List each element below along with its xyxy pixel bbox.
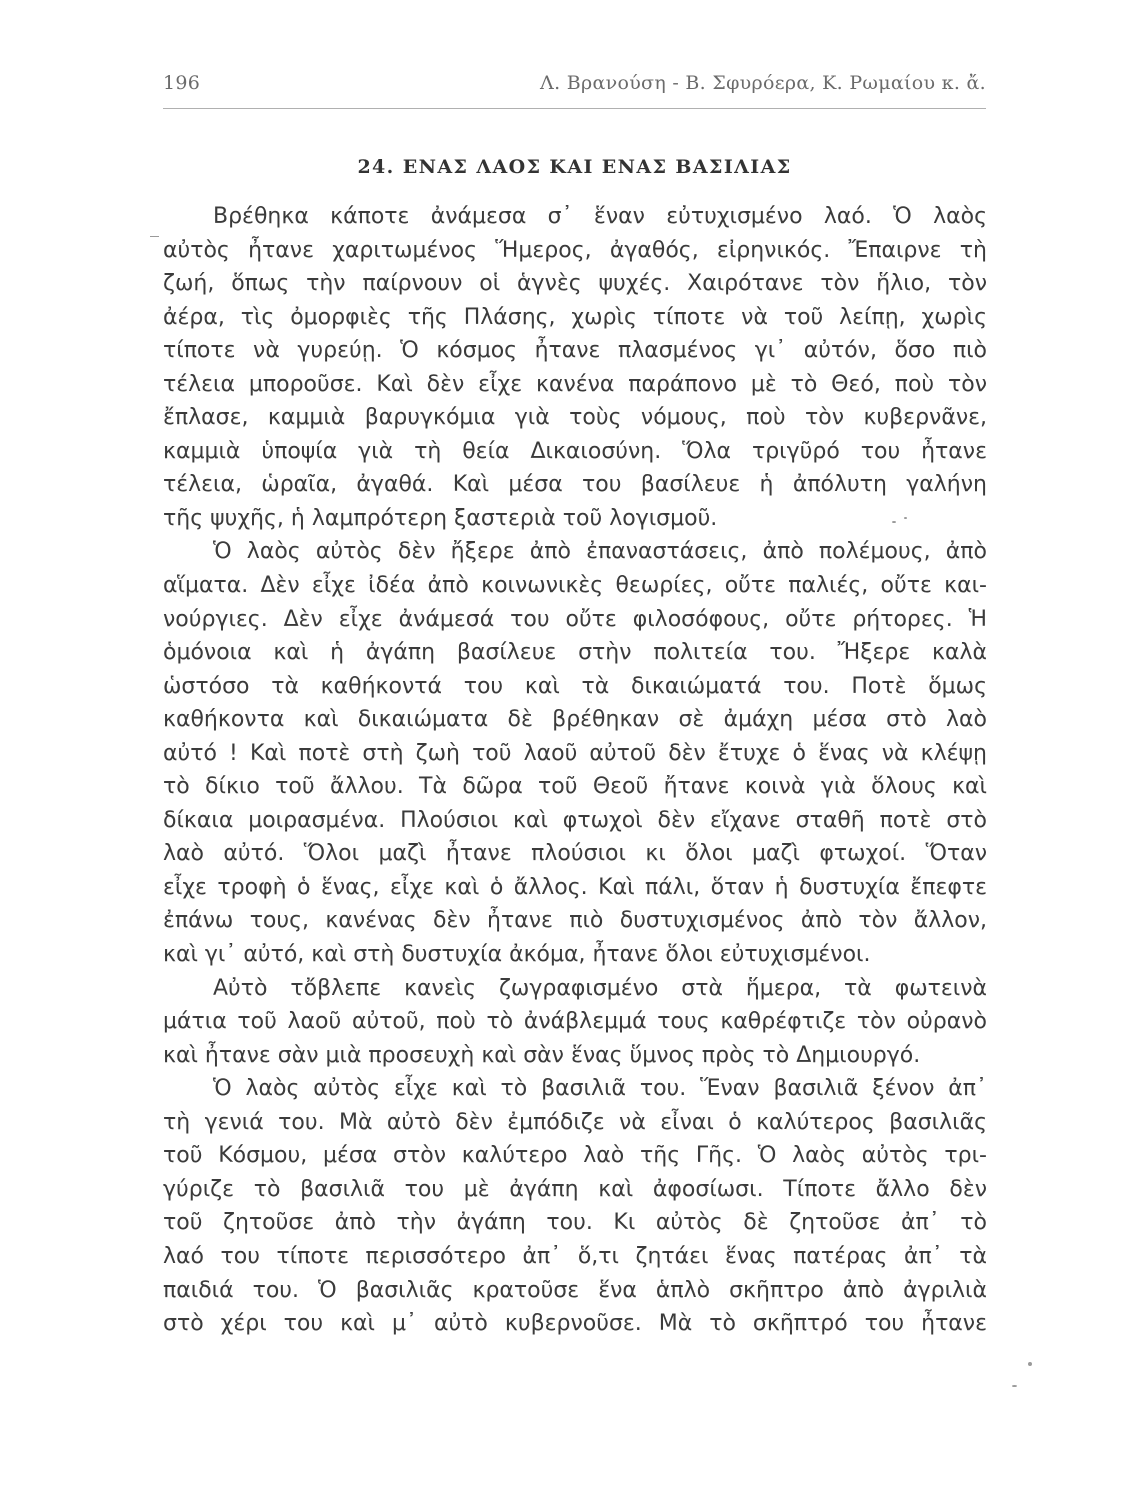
text-line: ἀέρα, τὶς ὀμορφιὲς τῆς Πλάσης, χωρὶς τίποτε νὰ τοῦ λείπῃ, χωρὶς — [163, 304, 987, 330]
running-head-authors: Λ. Βρανούση - Β. Σφυρόερα, Κ. Ρωμαίου κ. ἄ. — [540, 72, 986, 94]
text-line: τὸ δίκιο τοῦ ἄλλου. Τὰ δῶρα τοῦ Θεοῦ ἤτανε κοινὰ γιὰ ὅλους καὶ — [163, 774, 987, 800]
text-line: καὶ ἦτανε σὰν μιὰ προσευχὴ καὶ σὰν ἕνας ὕμνος πρὸς τὸ Δημιουργό. — [163, 1042, 921, 1068]
text-line: παιδιά του. Ὁ βασιλιᾶς κρατοῦσε ἕνα ἁπλὸ σκῆπτρο ἀπὸ ἀγριλιὰ — [163, 1277, 987, 1303]
text-line: αὐτὸς ἦτανε χαριτωμένος Ἥμερος, ἀγαθός, εἰρηνικός. Ἔπαιρνε τὴ — [163, 237, 987, 263]
header-rule — [163, 108, 986, 109]
text-line: καὶ γι᾽ αὐτό, καὶ στὴ δυστυχία ἀκόμα, ἦτανε ὅλοι εὐτυχισμένοι. — [163, 942, 871, 968]
text-line: Ὁ λαὸς αὐτὸς εἶχε καὶ τὸ βασιλιᾶ του. Ἕναν βασιλιᾶ ξένον ἀπ᾽ — [213, 1076, 987, 1102]
text-line: μάτια τοῦ λαοῦ αὐτοῦ, ποὺ τὸ ἀνάβλεμμά τους καθρέφτιζε τὸν οὐρανὸ — [163, 1009, 987, 1035]
text-line: καμμιὰ ὑποψία γιὰ τὴ θεία Δικαιοσύνη. Ὅλα τριγῦρό του ἦτανε — [163, 438, 987, 464]
text-line: αἵματα. Δὲν εἶχε ἰδέα ἀπὸ κοινωνικὲς θεωρίες, οὔτε παλιές, οὔτε και- — [163, 573, 987, 599]
text-line: δίκαια μοιρασμένα. Πλούσιοι καὶ φτωχοὶ δὲν εἴχανε σταθῆ ποτὲ στὸ — [163, 807, 987, 833]
scan-speck — [150, 236, 159, 237]
text-line: καθήκοντα καὶ δικαιώματα δὲ βρέθηκαν σὲ ἀμάχη μέσα στὸ λαὸ — [163, 707, 987, 733]
text-line: γύριζε τὸ βασιλιᾶ του μὲ ἀγάπη καὶ ἀφοσίωσι. Τίποτε ἄλλο δὲν — [163, 1176, 987, 1202]
text-line: ἐπάνω τους, κανένας δὲν ἦτανε πιὸ δυστυχισμένος ἀπὸ τὸν ἄλλον, — [163, 908, 987, 934]
text-line: τῆς ψυχῆς, ἡ λαμπρότερη ξαστεριὰ τοῦ λογισμοῦ. — [163, 505, 718, 531]
chapter-title: 24. ΕΝΑΣ ΛΑΟΣ ΚΑΙ ΕΝΑΣ ΒΑΣΙΛΙΑΣ — [357, 156, 792, 178]
text-line: λαό του τίποτε περισσότερο ἀπ᾽ ὅ,τι ζητάει ἕνας πατέρας ἀπ᾽ τὰ — [163, 1243, 987, 1269]
text-line: νούργιες. Δὲν εἶχε ἀνάμεσά του οὔτε φιλοσόφους, οὔτε ρήτορες. Ἡ — [163, 606, 987, 632]
text-line: Αὐτὸ τὄβλεπε κανεὶς ζωγραφισμένο στὰ ἥμερα, τὰ φωτεινὰ — [213, 975, 987, 1001]
text-line: τοῦ ζητοῦσε ἀπὸ τὴν ἀγάπη του. Κι αὐτὸς δὲ ζητοῦσε ἀπ᾽ τὸ — [163, 1210, 987, 1236]
scan-speck — [892, 521, 896, 523]
text-line: εἶχε τροφὴ ὁ ἕνας, εἶχε καὶ ὁ ἄλλος. Καὶ πάλι, ὅταν ἡ δυστυχία ἔπεφτε — [163, 874, 987, 900]
text-line: Βρέθηκα κάποτε ἀνάμεσα σ᾽ ἕναν εὐτυχισμένο λαό. Ὁ λαὸς — [213, 204, 987, 229]
text-line: λαὸ αὐτό. Ὅλοι μαζὶ ἦτανε πλούσιοι κι ὅλοι μαζὶ φτωχοί. Ὅταν — [163, 841, 987, 867]
scan-speck — [904, 517, 907, 519]
scan-speck — [1012, 1385, 1017, 1387]
text-line: ὁμόνοια καὶ ἡ ἀγάπη βασίλευε στὴν πολιτεία του. Ἤξερε καλὰ — [163, 640, 987, 666]
text-line: τοῦ Κόσμου, μέσα στὸν καλύτερο λαὸ τῆς Γῆς. Ὁ λαὸς αὐτὸς τρι- — [163, 1143, 987, 1169]
text-line: τέλεια, ὡραῖα, ἀγαθά. Καὶ μέσα του βασίλευε ἡ ἀπόλυτη γαλήνη — [163, 472, 987, 498]
text-line: τίποτε νὰ γυρεύῃ. Ὁ κόσμος ἦτανε πλασμένος γι᾽ αὐτόν, ὅσο πιὸ — [163, 338, 987, 364]
body-text — [163, 200, 987, 1341]
text-line: τέλεια μποροῦσε. Καὶ δὲν εἶχε κανένα παράπονο μὲ τὸ Θεό, ποὺ τὸν — [163, 371, 987, 397]
text-line: ζωή, ὅπως τὴν παίρνουν οἱ ἁγνὲς ψυχές. Χαιρότανε τὸν ἥλιο, τὸν — [163, 271, 987, 297]
text-line: ἔπλασε, καμμιὰ βαρυγκόμια γιὰ τοὺς νόμους, ποὺ τὸν κυβερνᾶνε, — [163, 405, 987, 431]
text-line: στὸ χέρι του καὶ μ᾽ αὐτὸ κυβερνοῦσε. Μὰ τὸ σκῆπτρό του ἦτανε — [163, 1311, 987, 1337]
text-line: αὐτό ! Καὶ ποτὲ στὴ ζωὴ τοῦ λαοῦ αὐτοῦ δὲν ἔτυχε ὁ ἕνας νὰ κλέψῃ — [163, 740, 987, 766]
text-line: τὴ γενιά του. Μὰ αὐτὸ δὲν ἐμπόδιζε νὰ εἶναι ὁ καλύτερος βασιλιᾶς — [163, 1109, 987, 1135]
text-line: Ὁ λαὸς αὐτὸς δὲν ἤξερε ἀπὸ ἐπαναστάσεις, ἀπὸ πολέμους, ἀπὸ — [213, 539, 987, 565]
scan-speck — [1028, 1362, 1032, 1366]
page-number: 196 — [163, 72, 201, 94]
text-line: ὡστόσο τὰ καθήκοντά του καὶ τὰ δικαιώματά του. Ποτὲ ὅμως — [163, 673, 987, 699]
running-head — [163, 72, 986, 102]
